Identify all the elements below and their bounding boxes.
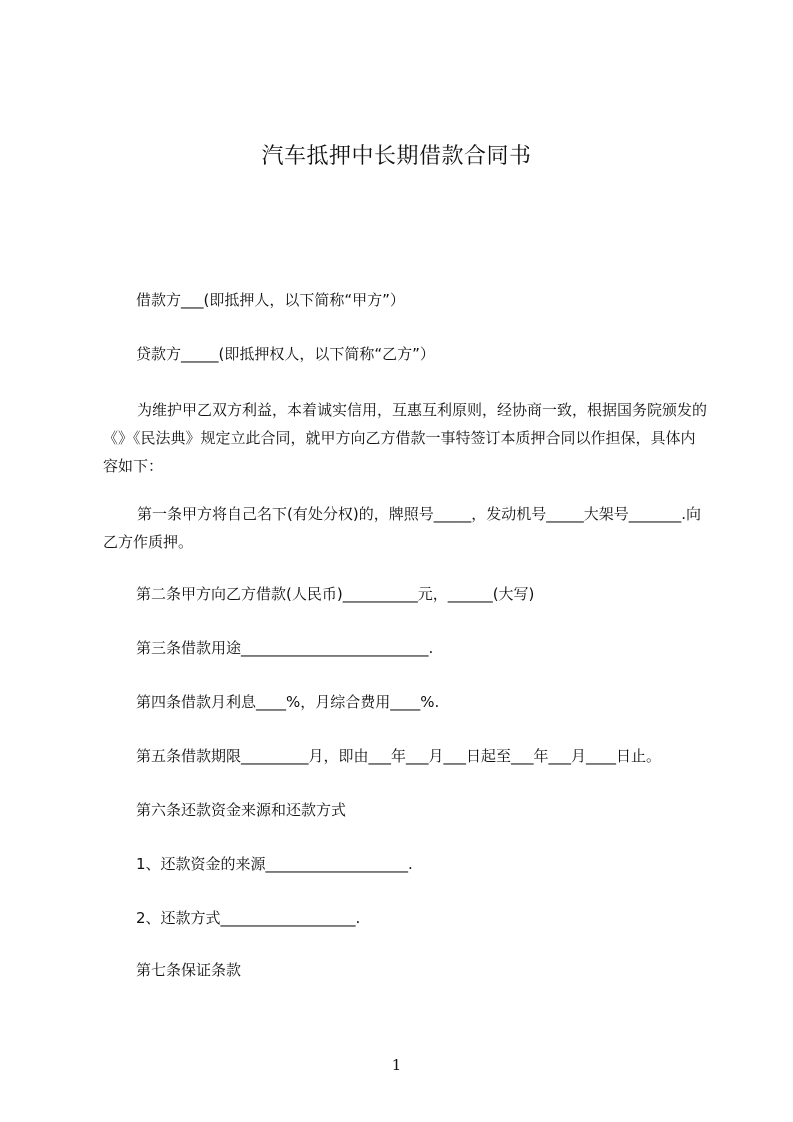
clause-5-line: 第五条借款期限_________月，即由___年___月___日起至___年___月____日止。 (136, 747, 662, 765)
clause-6-item-2: 2、还款方式__________________. (136, 909, 361, 927)
document-title: 汽车抵押中长期借款合同书 (261, 144, 532, 169)
clause-2-line: 第二条甲方向乙方借款(人民币)__________元，______(大写) (136, 585, 535, 603)
clause-6-item-1: 1、还款资金的来源___________________. (136, 855, 413, 873)
clause-1-paragraph (103, 500, 709, 556)
preamble-text: 为维护甲乙双方利益，本着诚实信用，互惠互利原则，经协商一致，根据国务院颁发的《》《民法典》规定立此合同，就甲方向乙方借款一事特签订本质押合同以作担保，具体内容如下： (103, 401, 708, 475)
clause-4-line: 第四条借款月利息____%，月综合费用____%. (136, 693, 440, 711)
clause-3-line: 第三条借款用途_________________________. (136, 639, 434, 657)
lender-party-line: 贷款方_____(即抵押权人，以下简称“乙方”） (136, 345, 435, 363)
preamble-paragraph (103, 396, 709, 480)
borrower-party-line: 借款方___(即抵押人，以下简称“甲方”） (136, 291, 405, 309)
clause-7-heading: 第七条保证条款 (136, 961, 242, 979)
clause-6-heading: 第六条还款资金来源和还款方式 (136, 801, 347, 819)
page-number: 1 (391, 1056, 402, 1074)
clause-1-text: 第一条甲方将自己名下(有处分权)的，牌照号_____，发动机号_____大架号_______.向乙方作质押。 (103, 505, 701, 551)
